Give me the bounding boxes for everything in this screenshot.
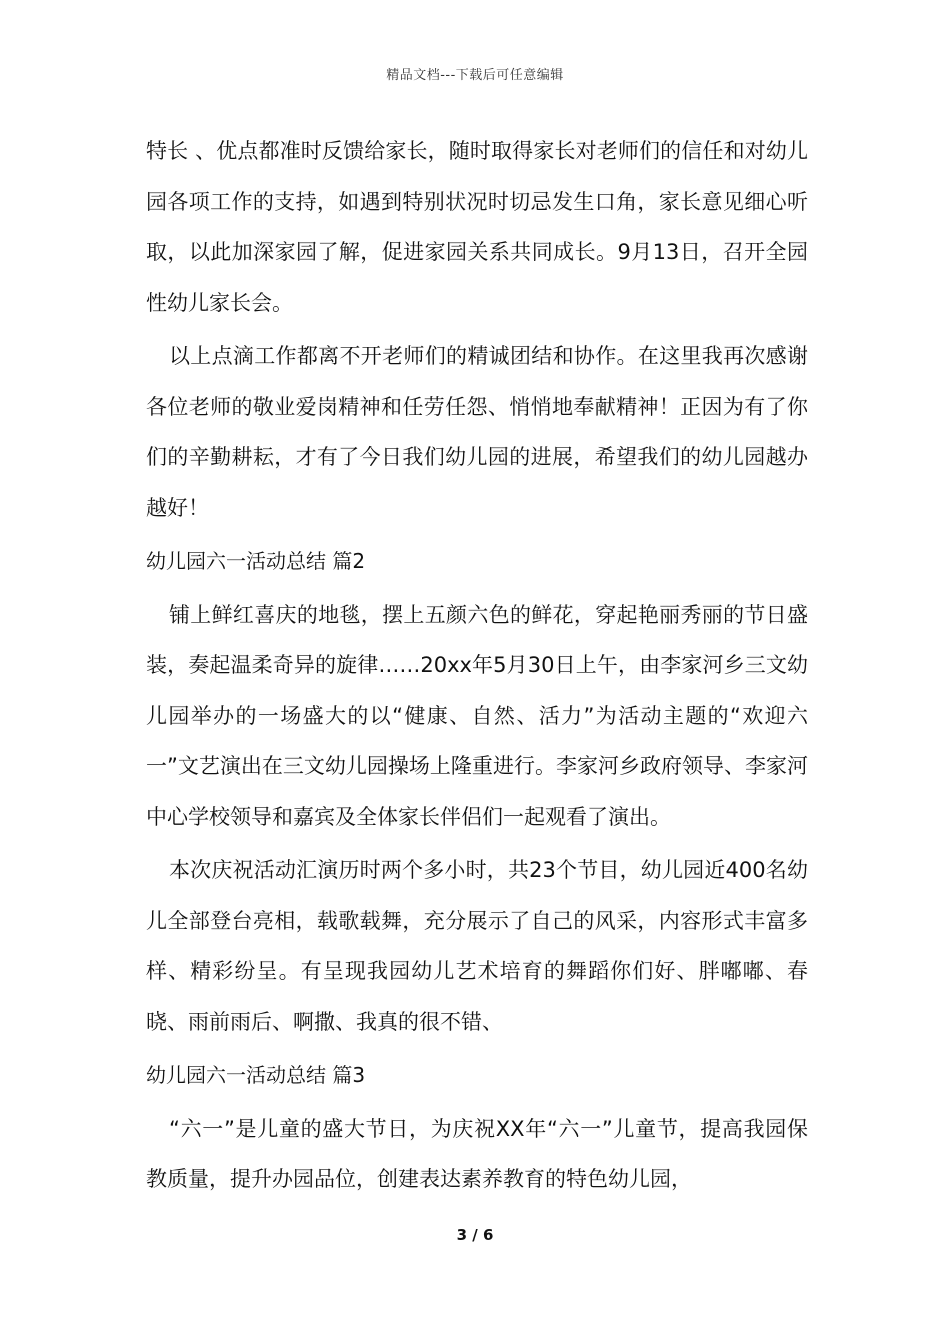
page-header: 精品文档---下载后可任意编辑 — [386, 68, 564, 83]
paragraph-3: 铺上鲜红喜庆的地毯，摆上五颜六色的鲜花，穿起艳丽秀丽的节日盛装，奏起温柔奇异的旋律……20xx年5月30日上午，由李家河乡三文幼儿园举办的一场盛大的以“健康、自然、活力”为活动主题的“欢迎六一”文艺演出在三文幼儿园操场上隆重进行。李家河乡政府领导、李家河中心学校领导和嘉宾及全体家长伴侣们一起观看了演出。 — [146, 602, 808, 829]
paragraph-4: 本次庆祝活动汇演历时两个多小时，共23个节目，幼儿园近400名幼儿全部登台亮相，载歌载舞，充分展示了自己的风采，内容形式丰富多样、精彩纷呈。有呈现我园幼儿艺术培育的舞蹈你们好、胖嘟嘟、春晓、雨前雨后、啊撒、我真的很不错、 — [146, 858, 808, 1034]
section-heading-2: 幼儿园六一活动总结 篇2 — [146, 549, 366, 573]
paragraph-2: 以上点滴工作都离不开老师们的精诚团结和协作。在这里我再次感谢各位老师的敬业爱岗精神和任劳任怨、悄悄地奉献精神！正因为有了你们的辛勤耕耘，才有了今日我们幼儿园的进展，希望我们的幼儿园越办越好！ — [146, 344, 808, 520]
document-body — [146, 126, 808, 1208]
section-heading-3: 幼儿园六一活动总结 篇3 — [146, 1063, 366, 1087]
paragraph-5: “六一”是儿童的盛大节日，为庆祝XX年“六一”儿童节，提高我园保教质量，提升办园品位，创建表达素养教育的特色幼儿园， — [146, 1116, 808, 1191]
paragraph-1: 特长 、优点都准时反馈给家长，随时取得家长对老师们的信任和对幼儿园各项工作的支持，如遇到特别状况时切忌发生口角，家长意见细心听取，以此加深家园了解，促进家园关系共同成长。9月13日，召开全园性幼儿家长会。 — [146, 139, 808, 315]
page-number: 3 / 6 — [456, 1226, 494, 1244]
